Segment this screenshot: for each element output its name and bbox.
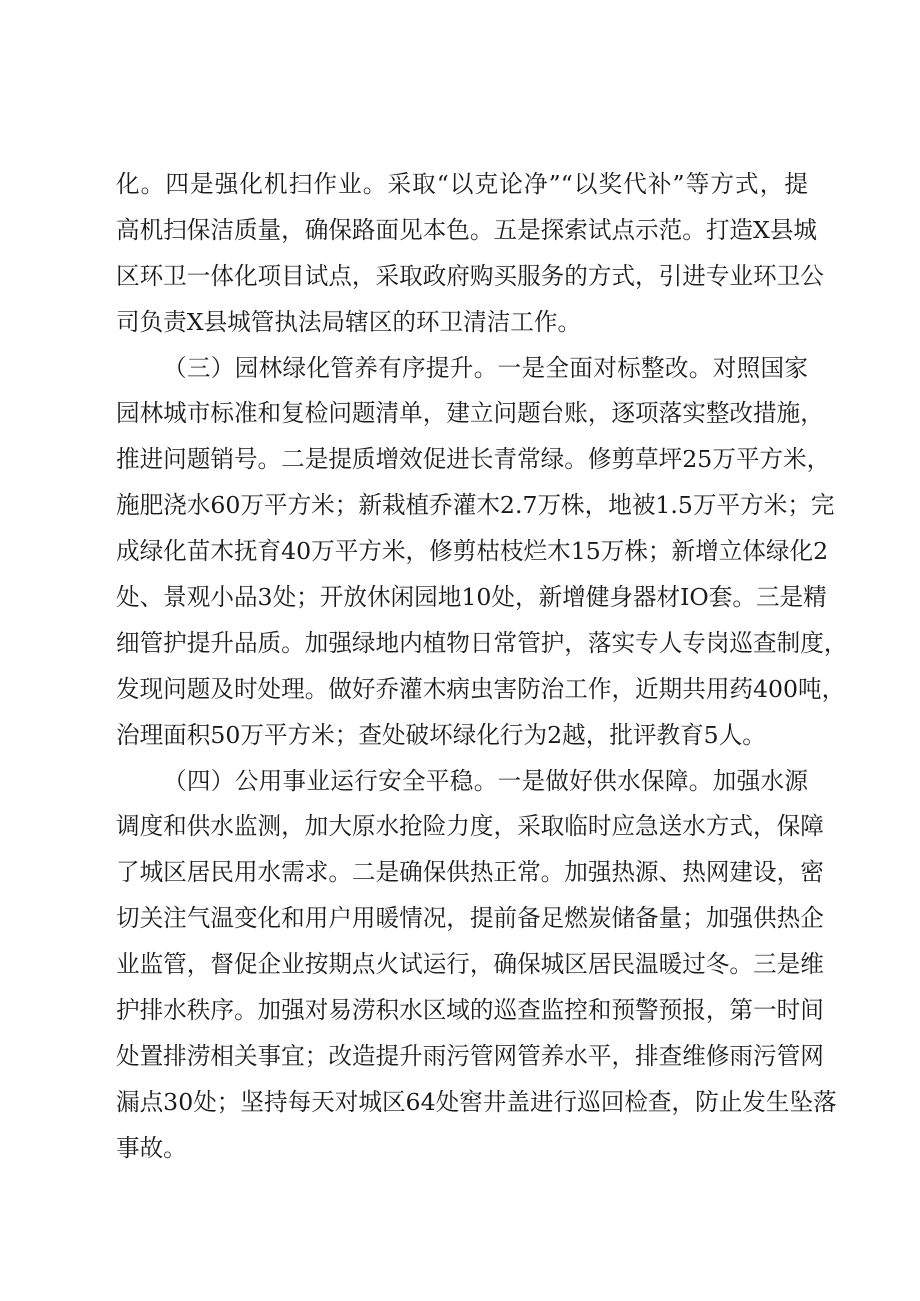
text-line: 园林城市标准和复检问题清单，建立问题台账，逐项落实整改措施， bbox=[116, 399, 824, 428]
document-body bbox=[116, 162, 848, 1172]
paragraph-sanitation-continued bbox=[116, 162, 824, 346]
text-line: 了城区居民用水需求。二是确保供热正常。加强热源、热网建设，密 bbox=[116, 858, 824, 887]
text-line: 治理面积50万平方米；查处破坏绿化行为2越，批评教育5人。 bbox=[116, 720, 766, 749]
text-line: 业监管，督促企业按期点火试运行，确保城区居民温暖过冬。三是维 bbox=[116, 950, 824, 979]
text-line: 施肥浇水60万平方米；新栽植乔灌木2.7万株，地被1.5万平方米；完 bbox=[116, 491, 835, 520]
text-line: 高机扫保洁质量，确保路面见本色。五是探索试点示范。打造X县城 bbox=[116, 215, 818, 244]
text-line: 成绿化苗木抚育40万平方米，修剪枯枝烂木15万株；新增立体绿化2 bbox=[116, 537, 829, 566]
paragraph-landscaping bbox=[116, 346, 848, 759]
text-line: （三）园林绿化管养有序提升。一是全面对标整改。对照国家 bbox=[163, 353, 808, 382]
text-line: 护排水秩序。加强对易涝积水区域的巡查监控和预警预报，第一时间 bbox=[116, 996, 824, 1025]
text-line: 细管护提升品质。加强绿地内植物日常管护，落实专人专岗巡查制度， bbox=[116, 628, 848, 657]
text-line: 事故。 bbox=[116, 1133, 187, 1162]
text-line: 司负责X县城管执法局辖区的环卫清洁工作。 bbox=[116, 307, 582, 336]
text-line: 处、景观小品3处；开放休闲园地10处，新增健身器材IO套。三是精 bbox=[116, 583, 827, 612]
text-line: 漏点30处；坚持每天对城区64处窖井盖进行巡回检查，防止发生坠落 bbox=[116, 1087, 837, 1116]
text-line: 调度和供水监测，加大原水抢险力度，采取临时应急送水方式，保障 bbox=[116, 812, 824, 841]
text-line: 推进问题销号。二是提质增效促进长青常绿。修剪草坪25万平方米， bbox=[116, 445, 831, 474]
text-line: 切关注气温变化和用户用暖情况，提前备足燃炭储备量；加强供热企 bbox=[116, 904, 824, 933]
text-line: 区环卫一体化项目试点，采取政府购买服务的方式，引进专业环卫公 bbox=[116, 261, 824, 290]
text-line: 发现问题及时处理。做好乔灌木病虫害防治工作，近期共用药400吨， bbox=[116, 674, 846, 703]
text-line: 化。四是强化机扫作业。采取“以克论净”“以奖代补”等方式，提 bbox=[116, 170, 808, 198]
text-line: 处置排涝相关事宜；改造提升雨污管网管养水平，排查维修雨污管网 bbox=[116, 1041, 824, 1070]
text-line: （四）公用事业运行安全平稳。一是做好供水保障。加强水源 bbox=[163, 766, 808, 795]
paragraph-public-utilities bbox=[116, 759, 837, 1172]
